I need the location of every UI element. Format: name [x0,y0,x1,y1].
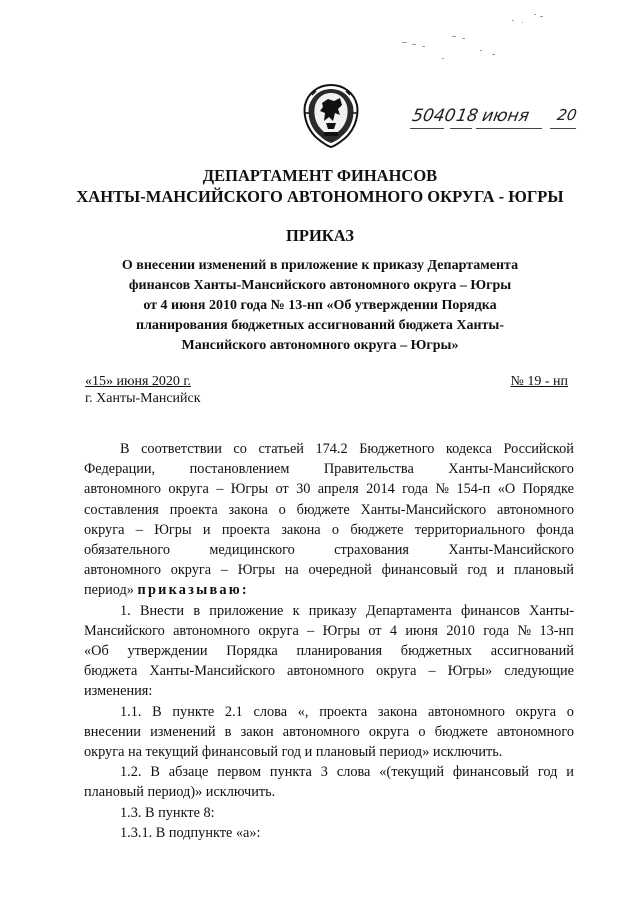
handwritten-number: 5040 [410,106,458,126]
word: Бюджетного [359,441,435,457]
word: о [331,521,340,538]
word: Департамента [366,602,452,619]
paragraph-line [84,762,574,782]
word: бюджете [350,521,404,538]
word: округа [170,562,212,579]
paragraph-line [84,520,574,540]
word: бюджетных [400,643,472,660]
word: плановый [513,562,574,579]
order-subject [80,256,560,356]
paragraph-line [84,500,574,520]
word: июня [405,622,438,639]
word: финансовый [381,562,458,579]
word: «О [497,481,516,498]
handwritten-underline [450,128,472,129]
scan-noise [392,12,552,67]
word: планирования [296,643,383,660]
paragraph-line [84,560,574,580]
word: округа [368,723,410,740]
word: год [537,764,558,781]
word: кодекса [445,441,492,457]
paragraph-line [84,641,574,661]
word: бюджете [296,501,350,518]
word: в [224,723,232,740]
word: в [193,602,201,619]
subject-line: финансов Ханты-Мансийского автономного округа – Югры [128,278,512,293]
word: – [220,562,228,579]
word: слова [253,703,288,720]
word: 154-п [456,481,491,498]
word: и [496,562,505,579]
handwritten-underline [410,128,444,129]
order-command-colon: : [241,582,249,599]
word: Федерации, [84,461,156,478]
word: к [292,602,300,619]
word: фонда [536,521,574,538]
paragraph-line [84,439,574,459]
word: автономного [173,622,251,639]
paragraph-line [84,540,574,560]
paragraph-line: плановый период)» исключить. [84,784,276,801]
word: В [152,703,162,720]
word: проекта [169,501,218,518]
word: составления [84,501,159,518]
order-number: № 19 - нп [510,374,568,389]
paragraph-item-1-2 [84,762,574,782]
word: – [216,481,224,498]
word: автономного [427,703,505,720]
order-body [84,439,574,843]
word: Порядке [522,481,574,498]
word: 1. [120,602,131,619]
word: закона [377,703,418,720]
word: финансовый [452,764,529,781]
handwritten-day: 18 [454,106,480,126]
word: пункте [172,703,215,720]
word: изменений [150,723,216,740]
word: В [120,441,130,457]
word: Российской [503,441,574,457]
word: следующие [504,663,574,680]
word: проекта [319,703,368,720]
paragraph-item-1-3: 1.3. В пункте 8: [120,804,215,821]
word: обязательного [84,542,170,559]
word: статьей [258,441,304,457]
word: 2014 [366,481,395,498]
word: Югры» [447,663,493,680]
handwritten-year: 20 [555,106,579,124]
paragraph-preamble [84,439,574,580]
word: года [402,481,429,498]
word: «Об [84,643,109,660]
word: со [233,441,247,457]
paragraph-line [84,601,574,621]
word: Правительства [323,461,414,478]
subject-line: от 4 июня 2010 года № 13-нп «Об утверждении Порядка [143,298,497,313]
word: Югры [237,562,276,579]
word: первом [217,764,262,781]
word: Югры [154,521,192,538]
handwritten-underline [550,128,576,129]
word: Ханты- [529,602,574,619]
paragraph-line [84,702,574,722]
word: 13-нп [539,622,574,639]
word: Внести [139,602,185,619]
coat-of-arms-emblem [300,83,362,149]
word: финансов [461,602,520,619]
word: № [517,622,532,639]
order-date: «15» июня 2020 г. [85,374,192,389]
word: года [483,622,510,639]
word: автономного [84,562,161,579]
word: округа [84,521,125,538]
word: страхования [334,542,409,559]
word: пункта [269,764,312,781]
word: постановлением [189,461,290,478]
word: и [202,521,211,538]
paragraph-item-1-1 [84,702,574,742]
word: территориального [414,521,525,538]
word: 1.2. [120,764,142,781]
word: о [278,501,286,518]
word: Югры [230,481,269,498]
word: автономного [287,663,365,680]
word: слова [336,764,371,781]
handwritten-underline [476,128,542,129]
word: о [566,703,574,720]
word: 3 [320,764,328,781]
word: приложение [209,602,284,619]
word: год [467,562,487,579]
paragraph-line [84,722,574,742]
word: – [135,521,143,538]
word: «, [297,703,309,720]
word: – [307,622,315,639]
subject-line: О внесении изменений в приложение к приказу Департамента [121,258,519,273]
word: абзаце [168,764,209,781]
subject-line: Мансийского автономного округа – Югры» [181,338,459,353]
paragraph-item-1 [84,601,574,682]
word: 30 [296,481,311,498]
word: бюджета [84,663,138,680]
word: Мансийского [84,622,165,639]
word: закона [281,521,321,538]
paragraph-line [84,621,574,641]
word: Ханты-Мансийского [149,663,276,680]
word: и [566,764,574,781]
paragraph-line: изменения: [84,683,153,700]
word: о [418,723,426,740]
department-name-line-2: ХАНТЫ-МАНСИЙСКОГО АВТОНОМНОГО ОКРУГА - ЮГРЫ [76,187,564,206]
word: округа [258,622,299,639]
paragraph-line [84,661,574,681]
word: Порядка [226,643,278,660]
word: Ханты-Мансийского [448,542,574,559]
word: «(текущий [379,764,444,781]
paragraph-line [84,479,574,499]
paragraph-item-1-3-1: 1.3.1. В подпункте «а»: [120,824,261,841]
word: – [428,663,436,680]
word: ассигнований [490,643,574,660]
word: В [150,764,160,781]
word: Ханты-Мансийского [360,501,487,518]
word: от [368,622,382,639]
word: бюджете [434,723,488,740]
paragraph-line: округа на текущий финансовый год и плановый период» исключить. [84,744,503,761]
word: апреля [317,481,359,498]
word: 4 [389,622,398,639]
order-city: г. Ханты-Мансийск [85,391,201,406]
word: 2.1 [224,703,243,720]
handwritten-month: июня [480,106,531,126]
word: автономного [282,723,360,740]
word: округа [168,481,209,498]
word: автономного [84,481,161,498]
word: № [435,481,450,498]
word: проекта [221,521,270,538]
word: очередной [308,562,372,579]
paragraph-line [84,459,574,479]
paragraph-line [84,580,574,600]
word: на [284,562,299,579]
word: автономного [497,723,574,740]
word: округа [515,703,557,720]
word: Ханты-Мансийского [448,461,574,478]
preamble-last-word: период» [84,582,134,599]
word: приказу [308,602,357,619]
word: внесении [84,723,141,740]
order-command: приказываю [137,582,242,599]
word: Югры [322,622,360,639]
word: 174.2 [315,441,348,457]
word: округа [376,663,417,680]
order-title: ПРИКАЗ [286,226,354,245]
word: автономного [497,501,574,518]
word: утверждении [127,643,208,660]
word: от [275,481,289,498]
word: закона [228,501,268,518]
subject-line: планирования бюджетных ассигнований бюджета Ханты- [136,318,504,333]
word: 2010 [446,622,475,639]
word: закон [240,723,274,740]
department-name-line-1: ДЕПАРТАМЕНТ ФИНАНСОВ [202,166,438,185]
word: соответствии [141,441,222,457]
word: 1.1. [120,703,142,720]
word: медицинского [209,542,295,559]
